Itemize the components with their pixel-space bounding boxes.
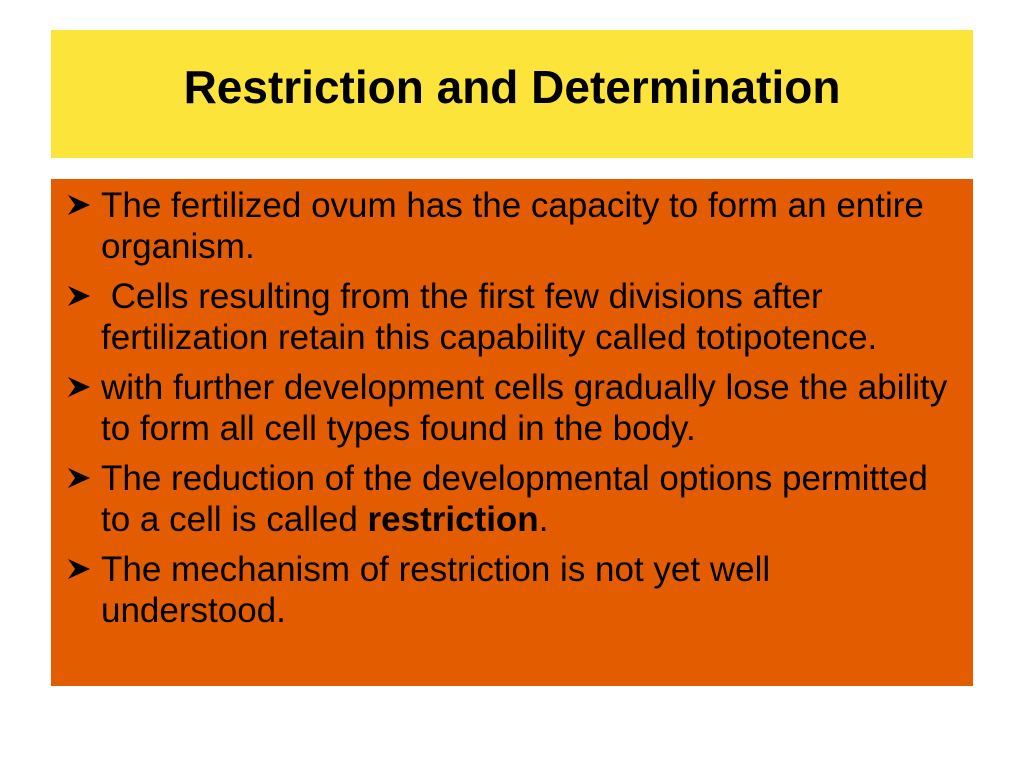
bullet-text-end: . [538,500,549,539]
arrow-bullet-icon [65,464,93,492]
bullet-item-2 [65,276,953,358]
bullet-item-5 [65,549,953,631]
arrow-bullet-icon [65,373,93,401]
bullet-bold-term: restriction [367,500,539,539]
bullet-text: The fertilized ovum has the capacity to form an entire organism. [101,186,924,266]
title-banner [51,30,973,158]
content-panel [51,179,973,686]
bullet-item-4 [65,458,953,540]
bullet-item-3 [65,367,953,449]
arrow-bullet-icon [65,282,93,310]
arrow-bullet-icon [65,191,93,219]
bullet-item-1 [65,185,953,267]
bullet-list [65,185,953,631]
slide-title: Restriction and Determination [183,61,841,113]
bullet-text: The mechanism of restriction is not yet well understood. [101,550,771,630]
bullet-text: with further development cells gradually lose the ability to form all cell types found in the body. [101,368,948,448]
bullet-text: Cells resulting from the first few divisions after fertilization retain this capability called totipotence. [101,277,878,357]
bullet-text: The reduction of the developmental options permitted to a cell is called [101,459,928,539]
arrow-bullet-icon [65,555,93,583]
